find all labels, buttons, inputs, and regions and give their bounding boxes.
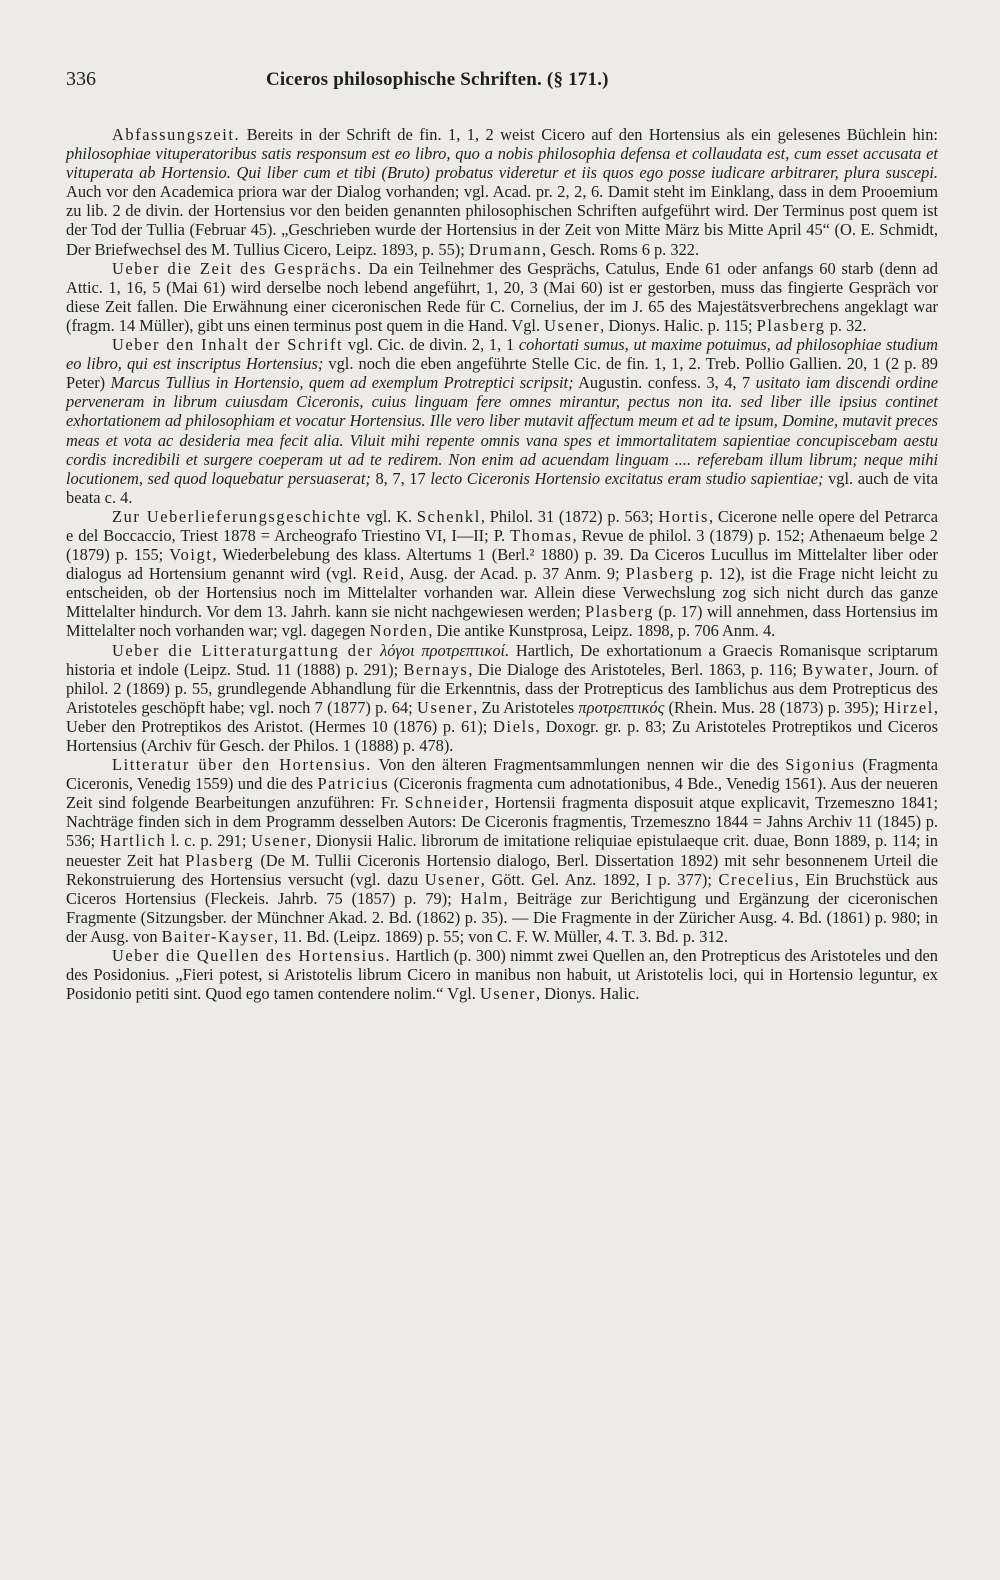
author-name: Schenkl (416, 506, 481, 526)
text-run: , Hortensii fragmenta disposuit atque explicavit, Trzemeszno 1841; Nachträge finden sich in dem Programm desselben Autors: De Ciceronis fragmentis, Trzemeszno 1844 = Jahns Archiv 11 (1845) p. 536; (66, 793, 939, 851)
text-run: , Dionys. Halic. p. 115; (600, 315, 757, 335)
text-run: , Beiträge zur Berichtigung und Ergänzung der ciceronischen Fragmente (Sitzungsber. der Münchner Akad. 2. Bd. (1862) p. 35). — Die Fragmente in der Züricher Ausg. 4. Bd. (1861) p. 980; in der Ausg. von (66, 888, 938, 946)
text-run: vgl. auch de vita beata c. 4. (66, 468, 938, 507)
latin-quotation: Marcus Tullius in Hortensio, quem ad exemplum Protreptici scripsit; (110, 373, 574, 393)
paragraph-litteraturgattung (66, 641, 938, 756)
author-name: Crecelius (718, 869, 795, 889)
author-name: Bernays (403, 659, 469, 679)
running-header (66, 68, 938, 91)
author-name: Hortis (658, 506, 709, 526)
text-run: , Zu Aristoteles (473, 697, 579, 717)
greek-term: προτρεπτικός (578, 697, 665, 717)
paragraph-quellen (66, 946, 938, 1003)
text-run: , Revue de philol. 3 (1879) p. 152; Athenaeum belge 2 (1879) p. 155; (66, 525, 938, 565)
paragraph-lead: Ueber die Quellen des Hortensius. (112, 946, 392, 966)
paragraph-lead: Abfassungszeit. (112, 125, 241, 144)
text-run: l. c. p. 291; (166, 831, 252, 851)
text-run: , Die Dialoge des Aristoteles, Berl. 1863, p. 116; (468, 659, 803, 679)
author-name: Plasberg (585, 602, 654, 622)
author-name: Reid (362, 564, 400, 584)
author-name: Baiter-Kayser (161, 926, 275, 946)
latin-quotation: usitato iam discendi ordine perveneram in librum cuiusdam Ciceronis, cuius linguam fere omnes mirantur, pectus non ita. sed liber ille ipsius continet exhortationem ad philosophiam et vocatur Hortensius. Ille vero liber mutavit affectum meum et ad te ipsum, Domine, mutavit preces meas et vota ac desideria mea fecit alia. Viluit mihi repente omnis vana spes et immortalitatem sapientiae concupiscebam aestu cordis incredibili et surgere coeperam ut ad te redirem. Non enim ad acuendam linguam .... referebam illum librum; neque mihi locutionem, sed quod loquebatur persuaserat; (66, 373, 938, 488)
text-run: , Dionysii Halic. librorum de imitatione reliquiae epistulaeque crit. duae, Bonn 1889, p. 114; in neuester Zeit hat (66, 831, 939, 870)
author-name: Thomas (510, 525, 573, 545)
text-run: , Ueber den Protreptikos des Aristot. (Hermes 10 (1876) p. 61); (66, 697, 938, 736)
author-name: Sigonius (785, 755, 856, 775)
text-run: vgl. noch die eben angeführte Stelle Cic. de fin. 1, 1, 2. Treb. Pollio Gallien. 20, 1 (2 p. 89 Peter) (66, 354, 938, 393)
text-run: 8, 7, 17 (370, 468, 431, 488)
text-run: vgl. K. (361, 506, 417, 526)
latin-quotation: lecto Ciceronis Hortensio excitatus eram studio sapientiae; (430, 468, 824, 488)
text-run: Hartlich, De exhortationum a Graecis Romanisque scriptarum historia et indole (Leipz. Stud. 11 (1888) p. 291); (66, 640, 938, 679)
text-run: p. 32. (825, 315, 867, 335)
running-title-text: Ciceros philosophische Schriften. (266, 69, 542, 90)
paragraph-ueberlieferung (66, 507, 938, 641)
text-run: , Dionys. Halic. (536, 984, 640, 1004)
text-run: , Ein Bruchstück aus Ciceros Hortensius (Fleckeis. Jahrb. 75 (1857) p. 79); (66, 869, 938, 908)
paragraph-lead: Ueber den Inhalt der Schrift (112, 335, 344, 355)
author-name: Halm (460, 888, 504, 908)
text-run: , Gesch. Roms 6 p. 322. (541, 239, 700, 259)
text-run: p. 12), ist die Frage nicht leicht zu entscheiden, ob der Hortensius noch im Mittelalter vorhanden war. Allein diese Verwechslung zog sich nicht durch das ganze Mittelalter hindurch. Vor dem 13. Jahrh. kann sie nicht nachgewiesen werden; (66, 564, 938, 622)
author-name: Patricius (317, 774, 390, 794)
text-run: Da ein Teilnehmer des Gesprächs, Catulus, Ende 61 oder anfangs 60 starb (denn ad Attic. 1, 16, 5 (Mai 61) wird derselbe noch lebend angeführt, 1, 20, 3 (Mai 60) ist er gestorben, muss das fingierte Gespräch vor diese Zeit fallen. Die Erwähnung einer ciceronischen Rede für C. Cornelius, der im J. 65 des Majestätsverbrechens angeklagt war (fragm. 14 Müller), gibt uns einen terminus post quem in die Hand. Vgl. (66, 258, 938, 335)
text-run: , Cicerone nelle opere del Petrarca e del Boccaccio, Triest 1878 = Archeografo Triestino VI, I—II; P. (66, 506, 938, 545)
paragraph-lead: Ueber die Zeit des Gesprächs. (112, 258, 363, 278)
paragraph-lead: Ueber die Litteraturgattung der (112, 640, 374, 660)
paragraph-inhalt (66, 335, 938, 507)
section-reference: (§ 171.) (546, 69, 609, 90)
paragraph-lead: Zur Ueberlieferungsgeschichte (112, 506, 362, 526)
text-run: , 11. Bd. (Leipz. 1869) p. 55; von C. F. W. Müller, 4. T. 3. Bd. p. 312. (274, 926, 728, 946)
author-name: Usener (251, 831, 308, 851)
text-run: , Ausg. der Acad. p. 37 Anm. 9; (399, 564, 626, 584)
latin-quotation: cohortati sumus, ut maxime potuimus, ad philosophiae studium eo libro, qui est inscriptus Hortensius; (66, 335, 938, 374)
text-run: Hartlich (p. 300) nimmt zwei Quellen an, den Protrepticus des Aristoteles und den des Posidonius. „Fieri potest, si Aristotelis librum Cicero in manibus non habuit, ut Aristotelis loci, qui in Hortensio leguntur, ex Posidonio petiti sint. Quod ego tamen contendere nolim.“ Vgl. (66, 946, 938, 1004)
running-title (266, 69, 938, 91)
author-name: Usener (479, 984, 536, 1004)
author-name: Voigt (169, 545, 213, 565)
text-run: vgl. Cic. de divin. 2, 1, 1 (343, 335, 519, 355)
text-run: (Fragmenta Ciceronis, Venedig 1559) und die des (66, 755, 938, 794)
author-name: Usener (424, 869, 481, 889)
paragraph-lead: Litteratur über den Hortensius. (112, 755, 372, 775)
page-number: 336 (66, 68, 96, 90)
text-run: Augustin. confess. 3, 4, 7 (573, 373, 756, 393)
text-run: Bereits in der Schrift de fin. 1, 1, 2 weist Cicero auf den Hortensius als ein gelesenes Büchlein hin: (240, 125, 938, 144)
text-run: , Philol. 31 (1872) p. 563; (480, 506, 659, 526)
author-name: Usener (544, 315, 601, 335)
author-name: Schneider (404, 793, 485, 813)
text-run: Von den älteren Fragmentsammlungen nennen wir die des (371, 755, 786, 775)
text-run: (Rhein. Mus. 28 (1873) p. 395); (664, 697, 884, 717)
author-name: Hartlich (99, 831, 167, 851)
text-run: (p. 17) will annehmen, dass Hortensius im Mittelalter noch vorhanden war; vgl. dagegen (66, 602, 938, 641)
author-name: Plasberg (756, 315, 826, 335)
text-run: (De M. Tullii Ciceronis Hortensio dialogo, Berl. Dissertation 1892) mit sehr besonnenem Urteil die Rekonstruierung des Hortensius versucht (vgl. dazu (66, 850, 938, 889)
author-name: Diels (493, 716, 536, 736)
author-name: Plasberg (625, 564, 695, 584)
author-name: Norden (369, 621, 429, 641)
body-text (66, 125, 938, 1003)
paragraph-litteratur (66, 755, 938, 946)
text-run: (Ciceronis fragmenta cum adnotationibus, 4 Bde., Venedig 1561). Aus der neueren Zeit sind folgende Bearbeitungen anzuführen: Fr. (66, 774, 938, 813)
author-name: Usener (417, 697, 474, 717)
text-run: , Gött. Gel. Anz. 1892, I p. 377); (480, 869, 719, 889)
author-name: Hirzel (883, 697, 934, 717)
paragraph-zeit-des-gespraechs (66, 259, 938, 335)
text-run: , Wiederbelebung des klass. Altertums 1 (Berl.² 1880) p. 39. Da Ciceros Lucullus im Mittelalter liber oder dialogus ad Hortensium genannt wird (vgl. (66, 545, 938, 584)
text-run: , Die antike Kunstprosa, Leipz. 1898, p. 706 Anm. 4. (428, 621, 776, 641)
latin-quotation: philosophiae vituperatoribus satis responsum est eo libro, quo a nobis philosophia defensa et collaudata est, cum esset accusata et vituperata ab Hortensio. Qui liber cum et tibi (Bruto) probatus videretur et iis quos ego posse iudicare arbitrarer, plura suscepi. (66, 144, 938, 183)
text-run: , Journ. of philol. 2 (1869) p. 55, grundlegende Abhandlung für die Erkenntnis, dass der Protrepticus des Iamblichus aus dem Protrepticus des Aristoteles geschöpft habe; vgl. noch 7 (1877) p. 64; (66, 659, 938, 717)
paragraph-abfassungszeit (66, 125, 938, 259)
text-run: , Doxogr. gr. p. 83; Zu Aristoteles Protreptikos und Ciceros Hortensius (Archiv für Gesch. der Philos. 1 (1888) p. 478). (66, 716, 938, 755)
author-name: Plasberg (185, 850, 255, 870)
greek-term: λόγοι προτρεπτικοί. (373, 640, 510, 660)
text-run: Auch vor den Academica priora war der Dialog vorhanden; vgl. Acad. pr. 2, 2, 6. Damit steht im Einklang, dass in dem Prooemium zu lib. 2 de divin. der Hortensius vor den beiden genannten philosophischen Schriften aufgeführt wird. Der Terminus post quem ist der Tod der Tullia (Februar 45). „Geschrieben wurde der Hortensius in der Zeit von Mitte März bis Mitte April 45“ (O. E. Schmidt, Der Briefwechsel des M. Tullius Cicero, Leipz. 1893, p. 55); (66, 182, 938, 259)
author-name: Bywater (802, 659, 870, 679)
author-name: Drumann (468, 239, 542, 259)
